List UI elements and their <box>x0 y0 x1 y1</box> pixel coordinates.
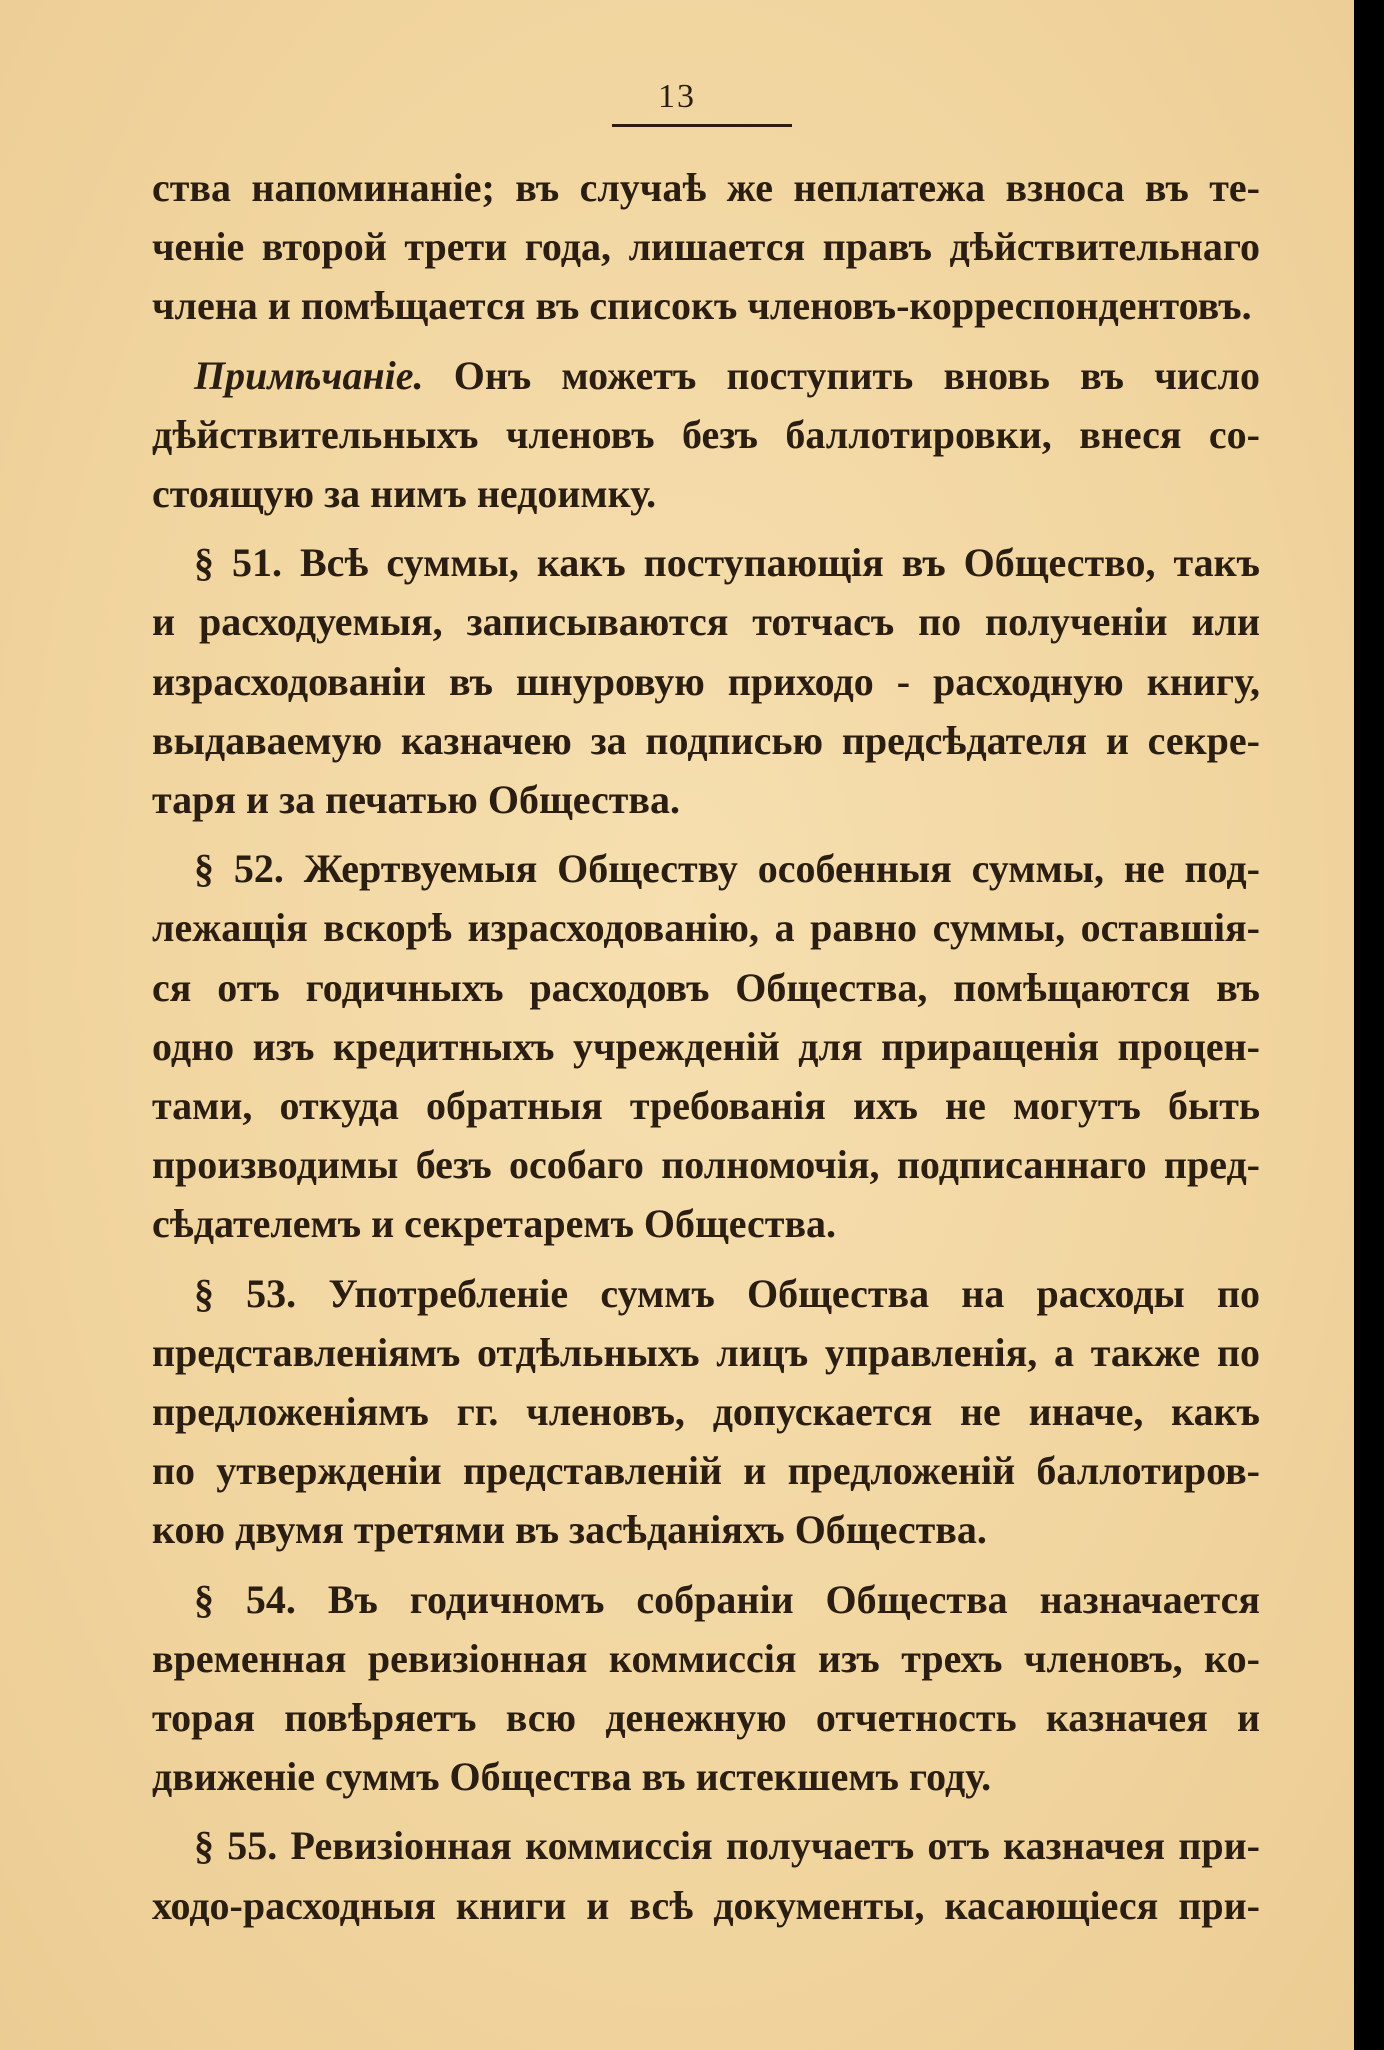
paragraph-gap <box>152 829 1260 839</box>
text-line: тами, откуда обратныя требованія ихъ не могутъ быть <box>152 1083 1260 1129</box>
text-line: § 52. Жертвуемыя Обществу особенныя суммы, не под- <box>194 846 1260 892</box>
paragraph-section-53 <box>152 1264 1260 1560</box>
text-line: сѣдателемъ и секретаремъ Общества. <box>152 1201 837 1247</box>
text-line: представленіямъ отдѣльныхъ лицъ управленія, а также по <box>152 1329 1260 1375</box>
paragraph-gap <box>152 1560 1260 1570</box>
text-line: ся отъ годичныхъ расходовъ Общества, помѣщаются въ <box>152 964 1260 1010</box>
text-line: одно изъ кредитныхъ учрежденій для приращенія процен- <box>152 1023 1260 1069</box>
text-line: лежащія вскорѣ израсходованію, а равно суммы, оставшія- <box>152 905 1260 951</box>
text-line: члена и помѣщается въ списокъ членовъ-корреспондентовъ. <box>152 283 1252 329</box>
paragraph-gap <box>152 1806 1260 1816</box>
paragraph-section-51 <box>152 533 1260 829</box>
note-lead: Примѣчаніе. <box>194 352 424 398</box>
paragraph-gap <box>152 523 1260 533</box>
paragraph-section-52 <box>152 839 1260 1253</box>
paragraph-section-54 <box>152 1570 1260 1807</box>
text-line: § 51. Всѣ суммы, какъ поступающія въ Общество, такъ <box>194 540 1260 586</box>
text-line: стоящую за нимъ недоимку. <box>152 471 657 517</box>
paragraph-gap <box>152 1254 1260 1264</box>
text-line: временная ревизіонная коммиссія изъ трехъ членовъ, ко- <box>152 1635 1260 1681</box>
text-line: производимы безъ особаго полномочія, подписаннаго пред- <box>152 1142 1260 1188</box>
paragraph-section-55 <box>152 1816 1260 1934</box>
text-line: § 53. Употребленіе суммъ Общества на расходы по <box>194 1270 1260 1316</box>
note-text: Онъ можетъ поступить вновь въ число <box>423 352 1260 398</box>
text-line <box>152 346 1260 405</box>
text-line: ходо-расходныя книги и всѣ документы, касающіеся при- <box>152 1882 1260 1928</box>
text-line: по утвержденіи представленій и предложеній баллотиров- <box>152 1448 1260 1494</box>
text-line: торая повѣряетъ всю денежную отчетность казначея и <box>152 1695 1260 1741</box>
page-number-rule <box>612 124 792 127</box>
text-line: § 54. Въ годичномъ собраніи Общества назначается <box>194 1576 1260 1622</box>
text-line: выдаваемую казначею за подписью предсѣдателя и секре- <box>152 717 1260 763</box>
text-line: таря и за печатью Общества. <box>152 777 680 823</box>
text-line: израсходованіи въ шнуровую приходо - расходную книгу, <box>152 658 1260 704</box>
body-text <box>152 158 1260 1935</box>
text-line: и расходуемыя, записываются тотчасъ по полученіи или <box>152 599 1260 645</box>
text-line: предложеніямъ гг. членовъ, допускается не иначе, какъ <box>152 1389 1260 1435</box>
paragraph-note <box>152 346 1260 524</box>
text-line: § 55. Ревизіонная коммиссія получаетъ отъ казначея при- <box>194 1823 1260 1869</box>
paragraph-continuation <box>152 158 1260 336</box>
text-line: ченіе второй трети года, лишается правъ дѣйствительнаго <box>152 224 1260 270</box>
page-number: 13 <box>658 78 696 115</box>
text-line: движеніе суммъ Общества въ истекшемъ году. <box>152 1754 992 1800</box>
text-line: кою двумя третями въ засѣданіяхъ Общества. <box>152 1507 987 1553</box>
paragraph-gap <box>152 336 1260 346</box>
text-line: дѣйствительныхъ членовъ безъ баллотировки, внеся со- <box>152 411 1260 457</box>
text-line: ства напоминаніе; въ случаѣ же неплатежа взноса въ те- <box>152 165 1260 210</box>
